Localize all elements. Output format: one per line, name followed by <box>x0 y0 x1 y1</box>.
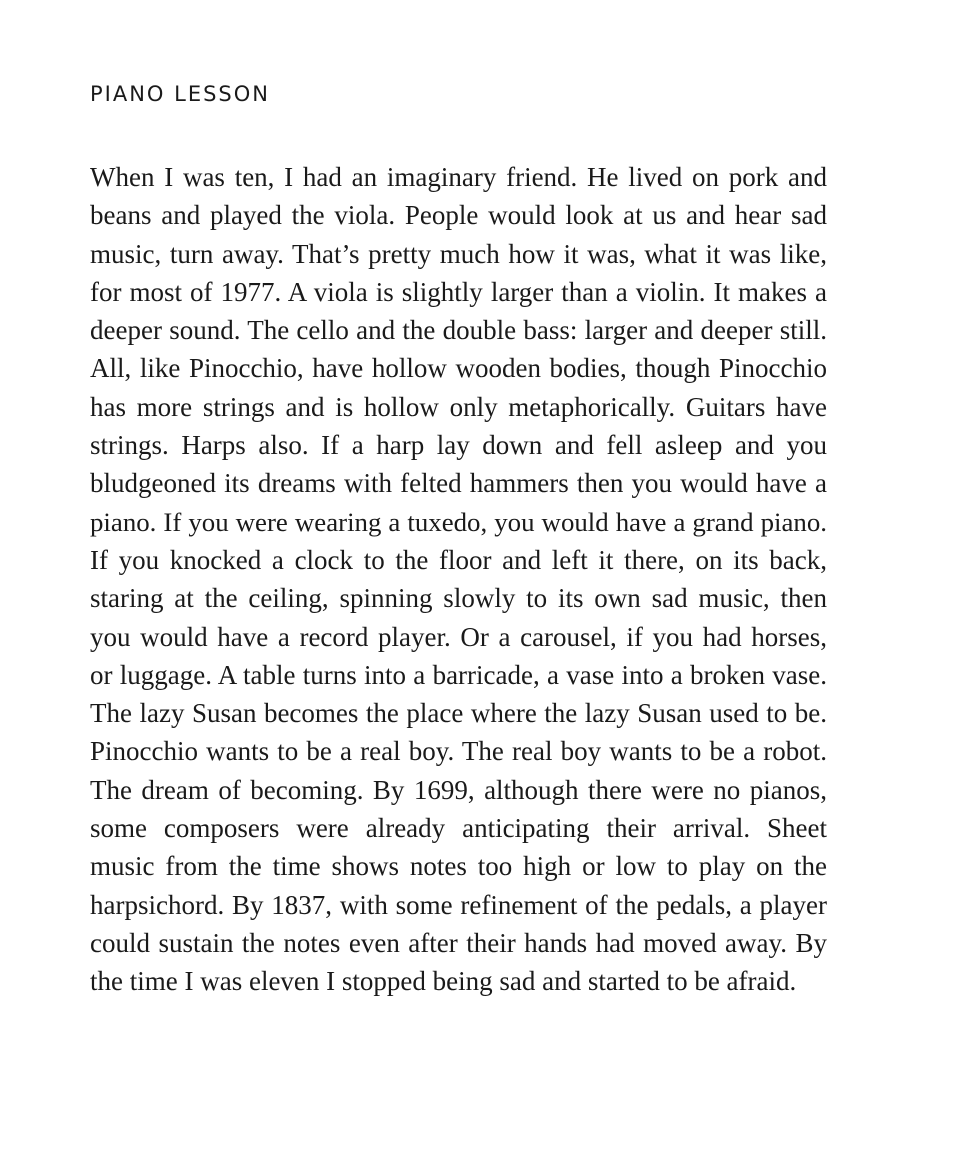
poem-title: PIANO LESSON <box>90 82 271 106</box>
poem-line: All, like Pinocchio, have hollow wooden bodies, though Pinocchio <box>90 353 827 384</box>
poem-line: music, turn away. That’s pretty much how it was, what it was like, <box>90 238 827 269</box>
poem-line: Pinocchio wants to be a real boy. The real boy wants to be a robot. <box>90 736 827 767</box>
poem-line: the time I was eleven I stopped being sad and started to be afraid. <box>90 966 797 997</box>
poem-line: If you knocked a clock to the floor and left it there, on its back, <box>90 544 827 575</box>
poem-line: has more strings and is hollow only metaphorically. Guitars have <box>90 391 827 422</box>
poem-line: beans and played the viola. People would look at us and hear sad <box>90 200 827 231</box>
poem-line: When I was ten, I had an imaginary friend. He lived on pork and <box>90 162 827 192</box>
poem-line: music from the time shows notes too high or low to play on the <box>90 851 827 882</box>
poem-line: strings. Harps also. If a harp lay down and fell asleep and you <box>90 430 827 461</box>
poem-line: for most of 1977. A viola is slightly larger than a violin. It makes a <box>90 276 827 307</box>
poem-line: The dream of becoming. By 1699, although there were no pianos, <box>90 774 827 805</box>
poem-line: or luggage. A table turns into a barricade, a vase into a broken vase. <box>90 659 827 690</box>
poem-line: deeper sound. The cello and the double bass: larger and deeper still. <box>90 315 827 346</box>
poem-line: some composers were already anticipating their arrival. Sheet <box>90 813 827 844</box>
poem-line: The lazy Susan becomes the place where the lazy Susan used to be. <box>90 698 827 729</box>
poem-line: piano. If you were wearing a tuxedo, you would have a grand piano. <box>90 506 827 537</box>
poem-line: bludgeoned its dreams with felted hammers then you would have a <box>90 468 827 499</box>
poem-body <box>90 158 827 1001</box>
poem-line: staring at the ceiling, spinning slowly to its own sad music, then <box>90 583 827 614</box>
poem-line: you would have a record player. Or a carousel, if you had horses, <box>90 621 827 652</box>
poem-line: could sustain the notes even after their hands had moved away. By <box>90 927 827 958</box>
poem-line: harpsichord. By 1837, with some refinement of the pedals, a player <box>90 889 827 920</box>
